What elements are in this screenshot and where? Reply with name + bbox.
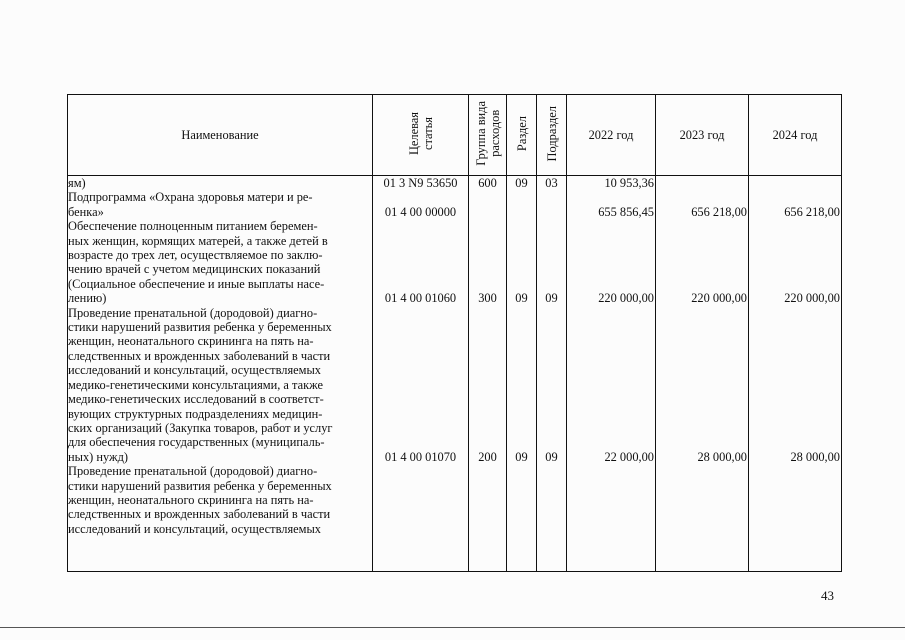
cell-group: 300 [478, 291, 497, 306]
name-line: (Социальное обеспечение и иные выплаты насе- [68, 276, 325, 291]
name-line: следственных и врожденных заболеваний в части [68, 348, 331, 363]
cell-section: 09 [515, 291, 528, 306]
bottom-divider [0, 627, 905, 628]
name-line: стики нарушений развития ребенка у беременных [68, 478, 332, 493]
cell-y2023: 656 218,00 [691, 204, 747, 219]
cell-code: 01 4 00 01070 [384, 449, 457, 464]
year-2023-column [656, 176, 749, 572]
table-row [68, 176, 842, 572]
name-line: женщин, неонатального скрининга на пять на- [68, 334, 314, 349]
name-line: ных) нужд) [68, 449, 129, 464]
name-line: Проведение пренатальной (дородовой) диагно- [68, 305, 318, 320]
target-article-column [373, 176, 469, 572]
header-name: Наименование [68, 95, 373, 176]
header-year-2023: 2023 год [656, 95, 749, 176]
cell-y2024: 220 000,00 [784, 291, 840, 306]
header-year-2024: 2024 год [749, 95, 842, 176]
name-line: исследований и консультаций, осуществляемых [68, 363, 322, 378]
name-line: медико-генетических исследований в соответст- [68, 392, 324, 407]
name-line: для обеспечения государственных (муниципаль- [68, 435, 325, 450]
name-line: Проведение пренатальной (дородовой) диагно- [68, 464, 318, 479]
section-column [507, 176, 537, 572]
name-line: лению) [68, 291, 107, 306]
year-2022-column [567, 176, 656, 572]
subsection-column [537, 176, 567, 572]
name-line: ских организаций (Закупка товаров, работ и услуг [68, 420, 333, 435]
cell-subsection: 09 [545, 291, 558, 306]
cell-y2022: 22 000,00 [604, 449, 654, 464]
name-line: ям) [68, 176, 86, 190]
header-year-2022: 2022 год [567, 95, 656, 176]
cell-section: 09 [515, 176, 528, 190]
table-header-row [68, 95, 842, 176]
cell-code: 01 3 N9 53650 [383, 176, 458, 190]
header-subsection: Подраздел [537, 95, 567, 176]
name-line: чению врачей с учетом медицинских показаний [68, 262, 321, 277]
name-line: следственных и врожденных заболеваний в части [68, 507, 331, 522]
page-number: 43 [821, 588, 834, 603]
name-line: стики нарушений развития ребенка у беременных [68, 320, 332, 335]
cell-y2024: 656 218,00 [784, 204, 840, 219]
header-target-article: Целевая статья [373, 95, 469, 176]
name-line: вующих структурных подразделениях медицин- [68, 406, 323, 421]
cell-code: 01 4 00 00000 [384, 204, 457, 219]
name-line: медико-генетическими консультациями, а также [68, 377, 324, 392]
cell-code: 01 4 00 01060 [384, 291, 457, 306]
cell-y2022: 220 000,00 [598, 291, 654, 306]
name-column [68, 176, 373, 572]
budget-table [67, 94, 842, 572]
cell-group: 200 [478, 449, 497, 464]
cell-y2023: 220 000,00 [691, 291, 747, 306]
name-line: возрасте до трех лет, осуществляемое по заклю- [68, 248, 323, 263]
expense-group-column [469, 176, 507, 572]
cell-subsection: 03 [545, 176, 558, 190]
year-2024-column [749, 176, 842, 572]
name-line: бенка» [68, 204, 104, 219]
name-line: ных женщин, кормящих матерей, а также детей в [68, 233, 328, 248]
name-line: исследований и консультаций, осуществляемых [68, 521, 322, 536]
cell-subsection: 09 [545, 449, 558, 464]
cell-section: 09 [515, 449, 528, 464]
name-line: Обеспечение полноценным питанием беремен- [68, 219, 318, 234]
name-line: Подпрограмма «Охрана здоровья матери и ре- [68, 190, 313, 205]
header-section: Раздел [507, 95, 537, 176]
cell-y2022: 10 953,36 [604, 176, 654, 190]
cell-y2023: 28 000,00 [697, 449, 747, 464]
header-expense-group: Группа вида расходов [469, 95, 507, 176]
name-line: женщин, неонатального скрининга на пять на- [68, 492, 314, 507]
cell-group: 600 [478, 176, 497, 190]
cell-y2022: 655 856,45 [598, 204, 654, 219]
cell-y2024: 28 000,00 [790, 449, 840, 464]
